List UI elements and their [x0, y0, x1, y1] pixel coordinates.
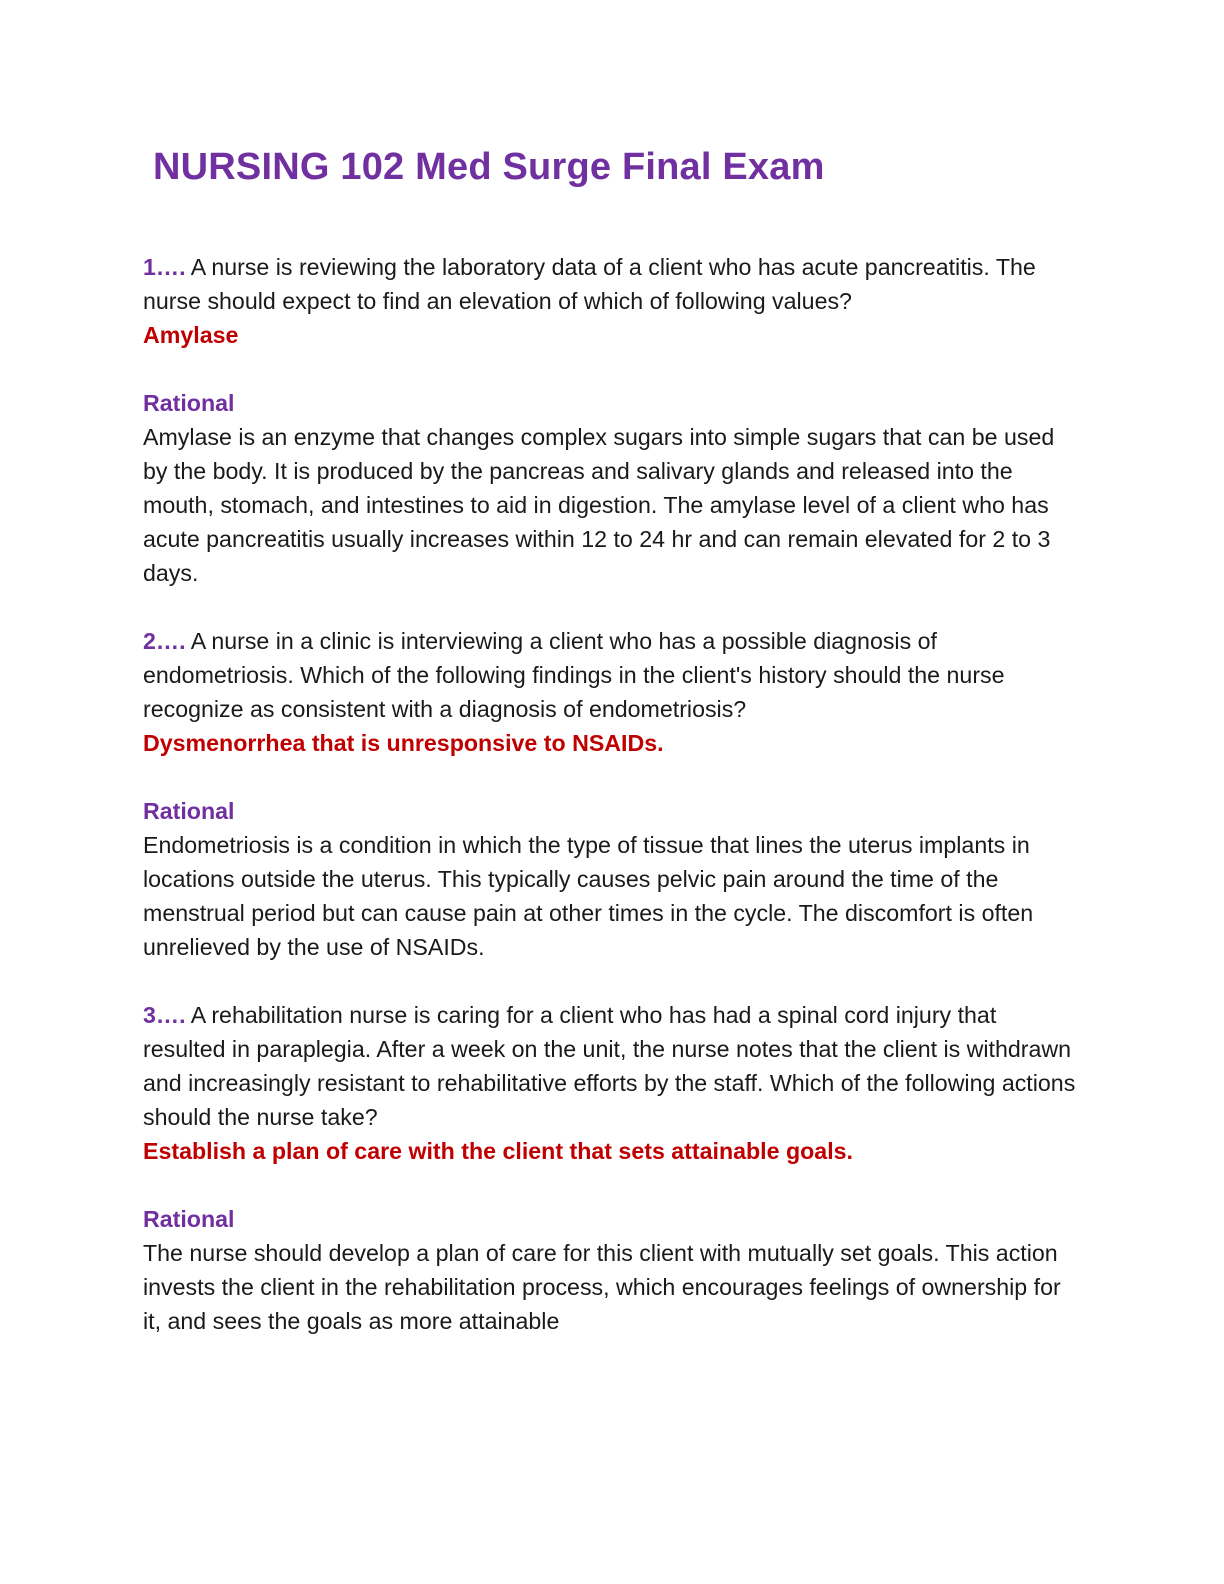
- question-2-body: A nurse in a clinic is interviewing a client who has a possible diagnosis of endometriosis. Which of the following findings in the client's history should the nurse recognize as consistent with a diagnosis of endometriosis?: [143, 628, 1005, 722]
- question-2-number: 2….: [143, 628, 186, 654]
- rationale-1: [143, 386, 1083, 590]
- rationale-2: [143, 794, 1083, 964]
- question-2-answer: Dysmenorrhea that is unresponsive to NSAIDs.: [143, 730, 664, 756]
- rationale-2-heading: Rational: [143, 798, 235, 824]
- question-1: [143, 250, 1083, 352]
- page-title: NURSING 102 Med Surge Final Exam: [153, 146, 825, 188]
- rationale-2-text: Endometriosis is a condition in which the type of tissue that lines the uterus implants in locations outside the uterus. This typically causes pelvic pain around the time of the menstrual period but can cause pain at other times in the cycle. The discomfort is often unrelieved by the use of NSAIDs.: [143, 832, 1034, 960]
- question-3-answer: Establish a plan of care with the client that sets attainable goals.: [143, 1138, 853, 1164]
- rationale-3-text: The nurse should develop a plan of care for this client with mutually set goals. This action invests the client in the rehabilitation process, which encourages feelings of ownership for it, and sees the goals as more attainable: [143, 1240, 1061, 1334]
- rationale-3: [143, 1202, 1083, 1338]
- question-2-text: [143, 624, 1083, 726]
- rationale-1-text: Amylase is an enzyme that changes complex sugars into simple sugars that can be used by the body. It is produced by the pancreas and salivary glands and released into the mouth, stomach, and intestines to aid in digestion. The amylase level of a client who has acute pancreatitis usually increases within 12 to 24 hr and can remain elevated for 2 to 3 days.: [143, 424, 1055, 586]
- question-3: [143, 998, 1083, 1168]
- question-1-text: [143, 250, 1083, 318]
- question-2: [143, 624, 1083, 760]
- rationale-3-heading: Rational: [143, 1206, 235, 1232]
- question-1-body: A nurse is reviewing the laboratory data of a client who has acute pancreatitis. The nurse should expect to find an elevation of which of following values?: [143, 254, 1036, 314]
- question-3-body: A rehabilitation nurse is caring for a client who has had a spinal cord injury that resulted in paraplegia. After a week on the unit, the nurse notes that the client is withdrawn and increasingly resistant to rehabilitative efforts by the staff. Which of the following actions should the nurse take?: [143, 1002, 1076, 1130]
- exam-content: [143, 250, 1083, 1372]
- question-3-text: [143, 998, 1083, 1134]
- question-1-number: 1….: [143, 254, 186, 280]
- question-3-number: 3….: [143, 1002, 186, 1028]
- rationale-1-heading: Rational: [143, 390, 235, 416]
- question-1-answer: Amylase: [143, 322, 239, 348]
